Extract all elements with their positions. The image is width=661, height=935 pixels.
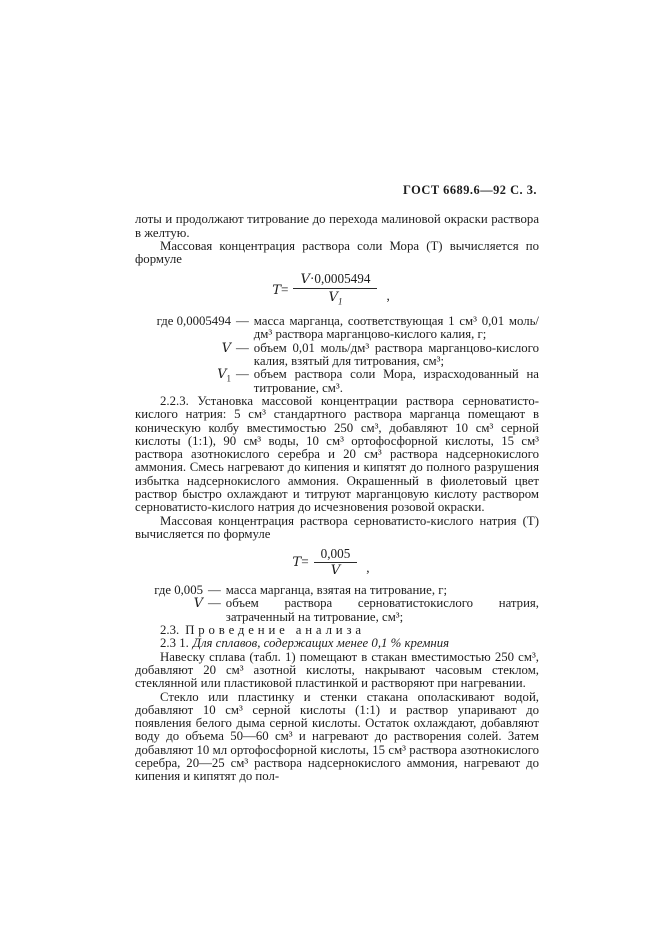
definition-text: объем раствора соли Мора, израсходованный на титрование, см³. (253, 367, 539, 395)
definition-term: V (221, 340, 231, 356)
definition-item (147, 597, 539, 624)
definition-item (147, 584, 539, 597)
gost-header-stamp: ГОСТ 6689.6—92 С. 3. (403, 183, 537, 197)
definition-dash: — (236, 340, 249, 355)
formula-mora (135, 272, 527, 309)
definition-dash: — (208, 583, 221, 598)
paragraph-mora-intro: Массовая концентрация раствора соли Мора (T) вычисляется по формуле (135, 238, 539, 267)
fraction (293, 272, 377, 309)
formula-trailing-comma: , (366, 559, 370, 575)
definition-dash: — (236, 367, 249, 382)
section-title: Для сплавов, содержащих менее 0,1 % кремния (192, 636, 450, 651)
paragraph-steklo: Стекло или пластинку и стенки стакана ополаскивают водой, добавляют 10 см³ серной кислоты (1:1) и раствор упаривают до появления белого дыма серной кислоты. Остаток охлаждают, добавляют воду до объема 50—60 см³ и нагревают до растворения солей. Затем добавляют 10 мл ортофосфорной кислоты, 15 см³ раствора азотнокислого серебра, 20—25 см³ раствора надсернокислого аммония, нагревают до кипения и кипятят до пол- (135, 689, 539, 784)
definition-list-thio (135, 584, 539, 624)
paragraph-thio-intro: Массовая концентрация раствора серноватисто-кислого натрия (T) вычисляется по формуле (135, 513, 539, 541)
definition-text: масса марганца, соответствующая 1 см³ 0,01 моль/дм³ раствора марганцово-кислого калия, г; (253, 314, 539, 342)
definition-text: масса марганца, взятая на титрование, г; (225, 583, 448, 598)
definition-term: где 0,0005494 (156, 314, 231, 329)
section-heading-2-3-1 (135, 637, 539, 650)
paragraph-2-2-3: 2.2.3. Установка массовой концентрации раствора серноватисто-кислого натрия: 5 см³ стандартного раствора марганца помещают в коническую колбу вместимостью 250 см³, добавляют 10 см³ серной кислоты (1:1), 90 см³ воды, 10 см³ ортофосфорной кислоты, 15 см³ раствора азотнокислого серебра и 20 см³ раствора надсернокислого аммония. Смесь нагревают до кипения и кипятят до полного разрушения избытка надсернокислого аммония. Окрашенный в фиолетовый цвет раствор быстро охлаждают и титруют марганцовую кислоту раствором серноватисто-кислого натрия до исчезновения розовой окраски. (135, 393, 539, 515)
definition-term: где 0,005 (154, 583, 203, 598)
paragraph-continuation: лоты и продолжают титрование до перехода малиновой окраски раствора в желтую. (135, 212, 539, 240)
fraction-numerator: V·0,0005494 (293, 272, 377, 289)
section-title: Проведение анализа (185, 623, 365, 638)
definition-term: V (193, 596, 203, 612)
definition-dash: — (208, 596, 221, 611)
definition-text: объем 0,01 моль/дм³ раствора марганцово-кислого калия, взятый для титрования, см³; (253, 340, 539, 369)
formula-thio (135, 547, 527, 578)
formula-lhs: T= (292, 554, 309, 571)
definition-term: $V_1$ (217, 367, 231, 384)
fraction-denominator: $V_1$ (328, 290, 343, 308)
formula-trailing-comma: , (386, 287, 390, 303)
definition-text: объем раствора серноватистокислого натрия, затраченный на титрование, см³; (225, 596, 539, 624)
definition-list-mora (135, 315, 539, 395)
definition-item (147, 368, 539, 395)
formula-lhs: T= (272, 282, 289, 299)
fraction (314, 547, 358, 578)
definition-item (147, 342, 539, 369)
section-number: 2.3 1. (160, 636, 189, 651)
text-block (135, 184, 539, 784)
definition-item (147, 315, 539, 342)
paragraph-naveska: Навеску сплава (табл. 1) помещают в стакан вместимостью 250 см³, добавляют 20 см³ азотной кислоты, накрывают часовым стеклом, стеклянной или пластиковой пластинкой и растворяют при нагревании. (135, 649, 539, 691)
definition-dash: — (236, 314, 249, 329)
fraction-numerator: 0,005 (314, 547, 358, 563)
fraction-denominator: V (330, 563, 341, 579)
section-heading-2-3 (135, 624, 539, 637)
section-number: 2.3. (160, 623, 180, 638)
